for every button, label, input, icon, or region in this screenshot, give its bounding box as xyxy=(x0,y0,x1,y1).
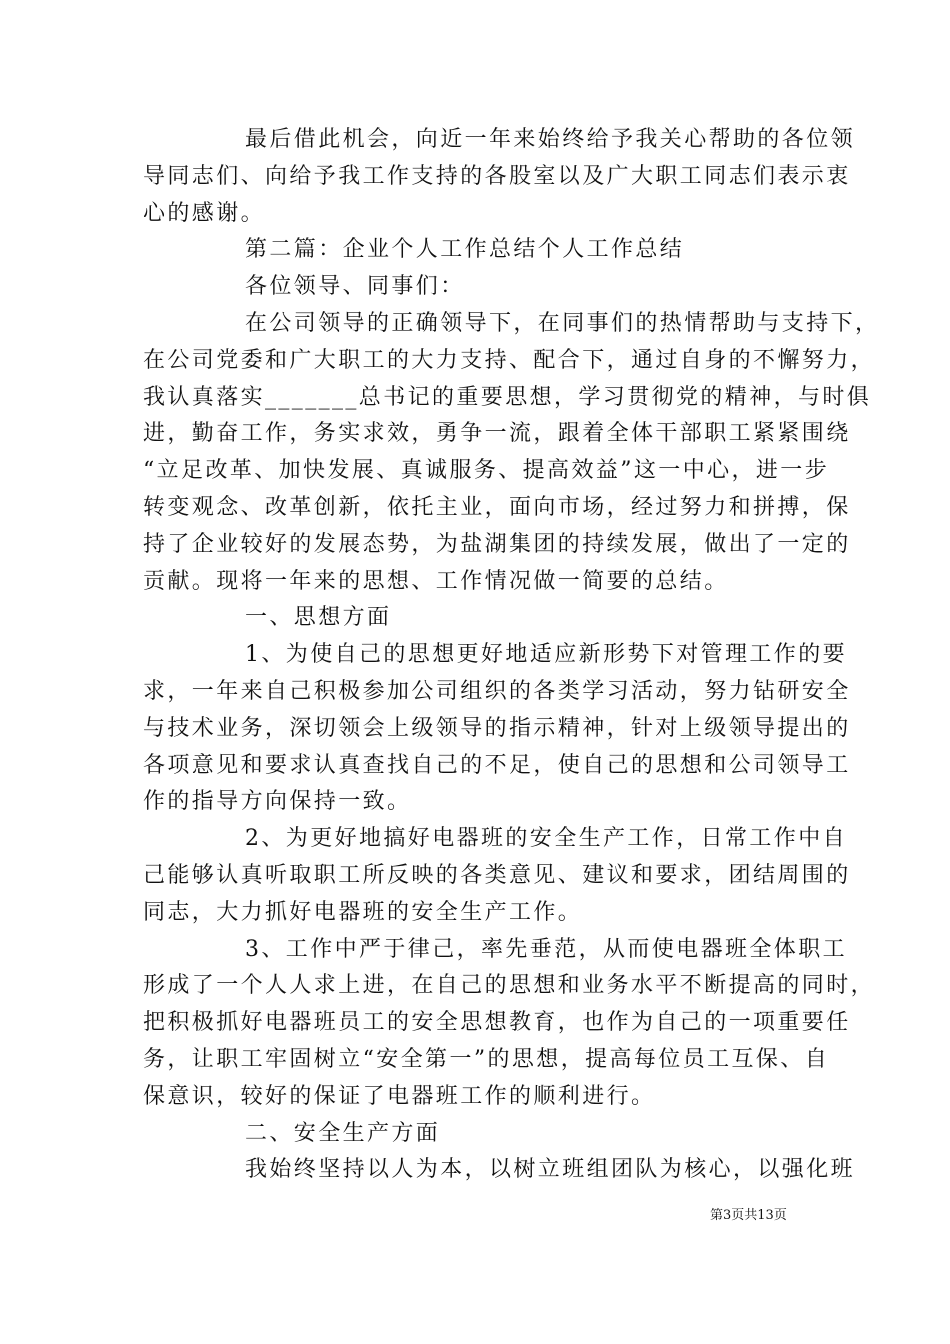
paragraph xyxy=(143,306,880,600)
page-number: 第3页共13页 xyxy=(710,1208,787,1223)
paragraph xyxy=(143,1116,833,1153)
text-line: 求，一年来自己积极参加公司组织的各类学习活动，努力钻研安全 xyxy=(143,678,851,704)
text-line: 二、安全生产方面 xyxy=(245,1120,441,1146)
text-line: 把积极抓好电器班员工的安全思想教育，也作为自己的一项重要任 xyxy=(143,1010,851,1036)
text-line: 最后借此机会，向近一年来始终给予我关心帮助的各位领 xyxy=(245,127,856,152)
text-line: 进，勤奋工作，务实求效，勇争一流，跟着全体干部职工紧紧围绕 xyxy=(143,421,851,447)
text-line: 与技术业务，深切领会上级领导的指示精神，针对上级领导提出的 xyxy=(143,715,851,741)
paragraph xyxy=(143,1152,856,1189)
text-line: 持了企业较好的发展态势，为盐湖集团的持续发展，做出了一定的 xyxy=(143,531,851,557)
text-line: 一、思想方面 xyxy=(245,605,392,631)
text-line: 同志，大力抓好电器班的安全生产工作。 xyxy=(143,899,583,925)
text-line: 作的指导方向保持一致。 xyxy=(143,789,412,815)
text-line: 贡献。现将一年来的思想、工作情况做一简要的总结。 xyxy=(143,568,729,594)
text-line: 转变观念、改革创新，依托主业，面向市场，经过努力和拼搏，保 xyxy=(143,494,851,520)
text-line: 1、为使自己的思想更好地适应新形势下对管理工作的要 xyxy=(245,642,847,668)
text-line: 在公司领导的正确领导下，在同事们的热情帮助与支持下， xyxy=(245,310,880,336)
text-line: 各位领导、同事们： xyxy=(245,274,465,300)
text-line: 导同志们、向给予我工作支持的各股室以及广大职工同志们表示衷 xyxy=(143,163,851,189)
text-line: 务，让职工牢固树立“安全第一”的思想，提高每位员工互保、自 xyxy=(143,1046,830,1072)
paragraph xyxy=(143,637,851,821)
text-line: 我认真落实_______总书记的重要思想，学习贯彻党的精神，与时俱 xyxy=(143,384,872,410)
text-line: 各项意见和要求认真查找自己的不足，使自己的思想和公司领导工 xyxy=(143,752,851,778)
paragraph xyxy=(143,122,856,232)
paragraph xyxy=(143,600,833,637)
paragraph xyxy=(143,232,833,269)
text-line: 2、为更好地搞好电器班的安全生产工作，日常工作中自 xyxy=(245,826,847,852)
paragraph xyxy=(143,932,876,1116)
text-line: 保意识，较好的保证了电器班工作的顺利进行。 xyxy=(143,1083,656,1109)
text-line: 心的感谢。 xyxy=(143,200,266,226)
text-line: 己能够认真听取职工所反映的各类意见、建议和要求，团结周围的 xyxy=(143,862,851,888)
text-line: “立足改革、加快发展、真诚服务、提高效益”这一中心，进一步 xyxy=(143,458,830,484)
paragraph xyxy=(143,269,833,306)
paragraph xyxy=(143,821,851,931)
text-line: 形成了一个人人求上进，在自己的思想和业务水平不断提高的同时， xyxy=(143,973,876,999)
document-body xyxy=(143,122,880,1189)
text-line: 3、工作中严于律己，率先垂范，从而使电器班全体职工 xyxy=(245,936,847,962)
text-line: 在公司党委和广大职工的大力支持、配合下，通过自身的不懈努力， xyxy=(143,347,876,373)
text-line: 我始终坚持以人为本，以树立班组团队为核心，以强化班 xyxy=(245,1157,856,1183)
text-line: 第二篇：企业个人工作总结个人工作总结 xyxy=(245,237,685,263)
